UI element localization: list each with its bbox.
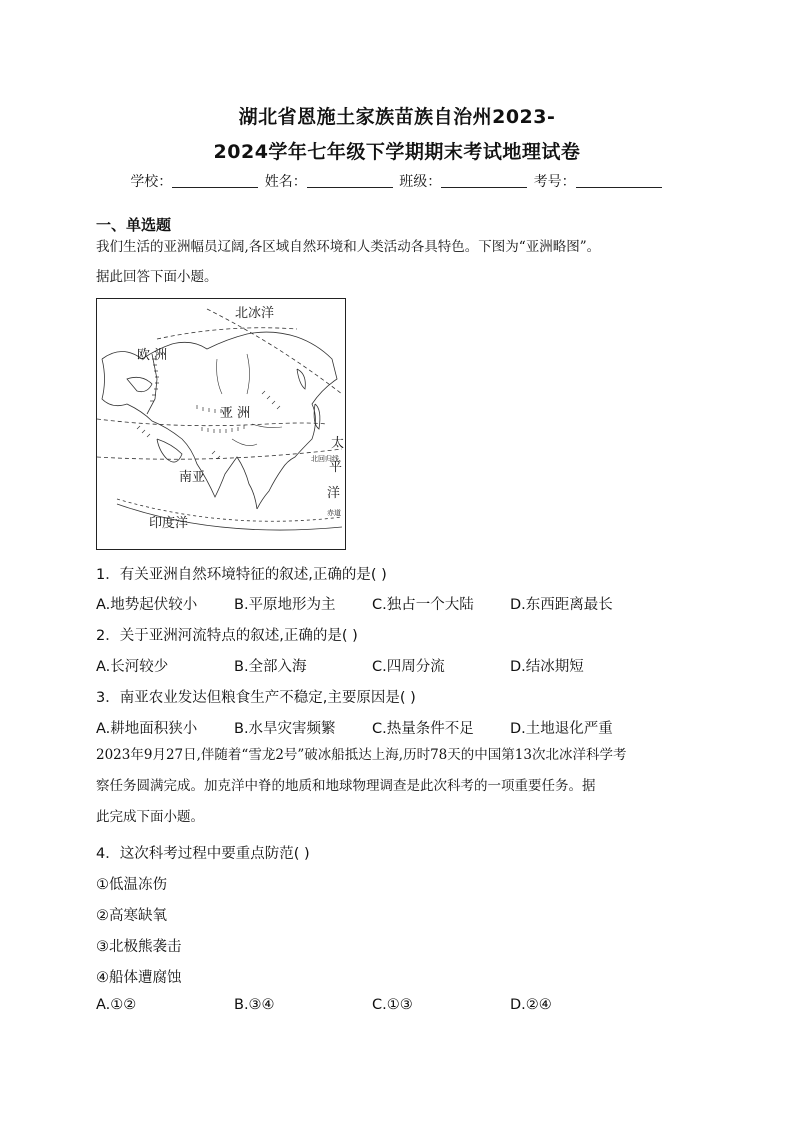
exam-no-blank[interactable] (576, 173, 662, 188)
name-blank[interactable] (307, 173, 393, 188)
intro2-line-1: 2023年9月27日,伴随着“雪龙2号”破冰船抵达上海,历时78天的中国第13次北冰洋科学考 (96, 747, 627, 763)
q4-item-2: ②高寒缺氧 (96, 908, 167, 924)
class-blank[interactable] (441, 173, 527, 188)
q2-option-c[interactable]: C.四周分流 (372, 659, 445, 675)
map-label-asia: 亚 洲 (220, 406, 251, 421)
school-label: 学校： (130, 174, 173, 190)
map-label-arctic: 北冰洋 (235, 306, 275, 321)
q1-option-a[interactable]: A.地势起伏较小 (96, 597, 198, 613)
asia-map (96, 298, 346, 550)
q4-option-c[interactable]: C.①③ (372, 997, 413, 1013)
intro-line-2: 据此回答下面小题。 (96, 269, 218, 285)
q2-option-d[interactable]: D.结冰期短 (510, 659, 584, 675)
q4-item-3: ③北极熊袭击 (96, 939, 182, 955)
parallel-line (207, 309, 342, 394)
q2-option-b[interactable]: B.全部入海 (234, 659, 307, 675)
class-label: 班级： (399, 174, 442, 190)
q1-option-c[interactable]: C.独占一个大陆 (372, 597, 474, 613)
mountain-hachures-east (262, 391, 280, 409)
q4-item-4: ④船体遭腐蚀 (96, 970, 182, 986)
latitude-line (97, 419, 327, 426)
q2-option-a[interactable]: A.长河较少 (96, 659, 169, 675)
q4-option-d[interactable]: D.②④ (510, 997, 552, 1013)
q1-option-d[interactable]: D.东西距离最长 (510, 597, 613, 613)
map-label-pacific-2: 平 (329, 460, 343, 475)
q3-option-a[interactable]: A.耕地面积狭小 (96, 721, 198, 737)
map-label-tropic: 北回归线 (311, 455, 339, 463)
map-label-indian-ocean: 印度洋 (149, 516, 189, 531)
title-line-1: 湖北省恩施土家族苗族自治州2023- (238, 106, 556, 128)
asia-map-drawing (97, 299, 345, 549)
q1-option-b[interactable]: B.平原地形为主 (234, 597, 336, 613)
map-label-pacific-3: 洋 (327, 486, 341, 501)
school-blank[interactable] (172, 173, 258, 188)
map-label-south-asia: 南亚 (179, 470, 206, 485)
intro-line-1: 我们生活的亚洲幅员辽阔,各区域自然环境和人类活动各具特色。下图为“亚洲略图”。 (96, 239, 601, 255)
name-label: 姓名： (264, 174, 307, 190)
title-line-2: 2024学年七年级下学期期末考试地理试卷 (213, 141, 581, 163)
map-label-europe: 欧 洲 (137, 348, 168, 363)
q3-option-c[interactable]: C.热量条件不足 (372, 721, 474, 737)
q3-option-d[interactable]: D.土地退化严重 (510, 721, 613, 737)
exam-no-label: 考号： (533, 174, 576, 190)
mountain-hachures-south (212, 451, 220, 459)
tropic-line (97, 449, 342, 459)
q4-option-a[interactable]: A.①② (96, 997, 137, 1013)
mountain-hachures-himalaya (202, 425, 244, 433)
question-2-stem: 2．关于亚洲河流特点的叙述,正确的是( ) (96, 628, 358, 644)
intro2-line-2: 察任务圆满完成。加克洋中脊的地质和地球物理调查是此次科考的一项重要任务。据 (96, 778, 596, 794)
question-1-stem: 1．有关亚洲自然环境特征的叙述,正确的是( ) (96, 567, 387, 583)
q4-item-1: ①低温冻伤 (96, 877, 167, 893)
mountain-hachures-ural (150, 359, 159, 401)
question-4-stem: 4．这次科考过程中要重点防范( ) (96, 846, 310, 862)
arctic-circle-line (157, 328, 297, 339)
map-label-pacific-1: 太 (331, 436, 345, 451)
question-3-stem: 3．南亚农业发达但粮食生产不稳定,主要原因是( ) (96, 690, 416, 706)
q4-option-b[interactable]: B.③④ (234, 997, 275, 1013)
intro2-line-3: 此完成下面小题。 (96, 809, 204, 825)
mountain-hachures-west (137, 426, 150, 437)
q3-option-b[interactable]: B.水旱灾害频繁 (234, 721, 336, 737)
student-info-row (0, 171, 794, 191)
section-heading: 一、单选题 (96, 216, 172, 234)
map-label-equator: 赤道 (327, 509, 341, 517)
